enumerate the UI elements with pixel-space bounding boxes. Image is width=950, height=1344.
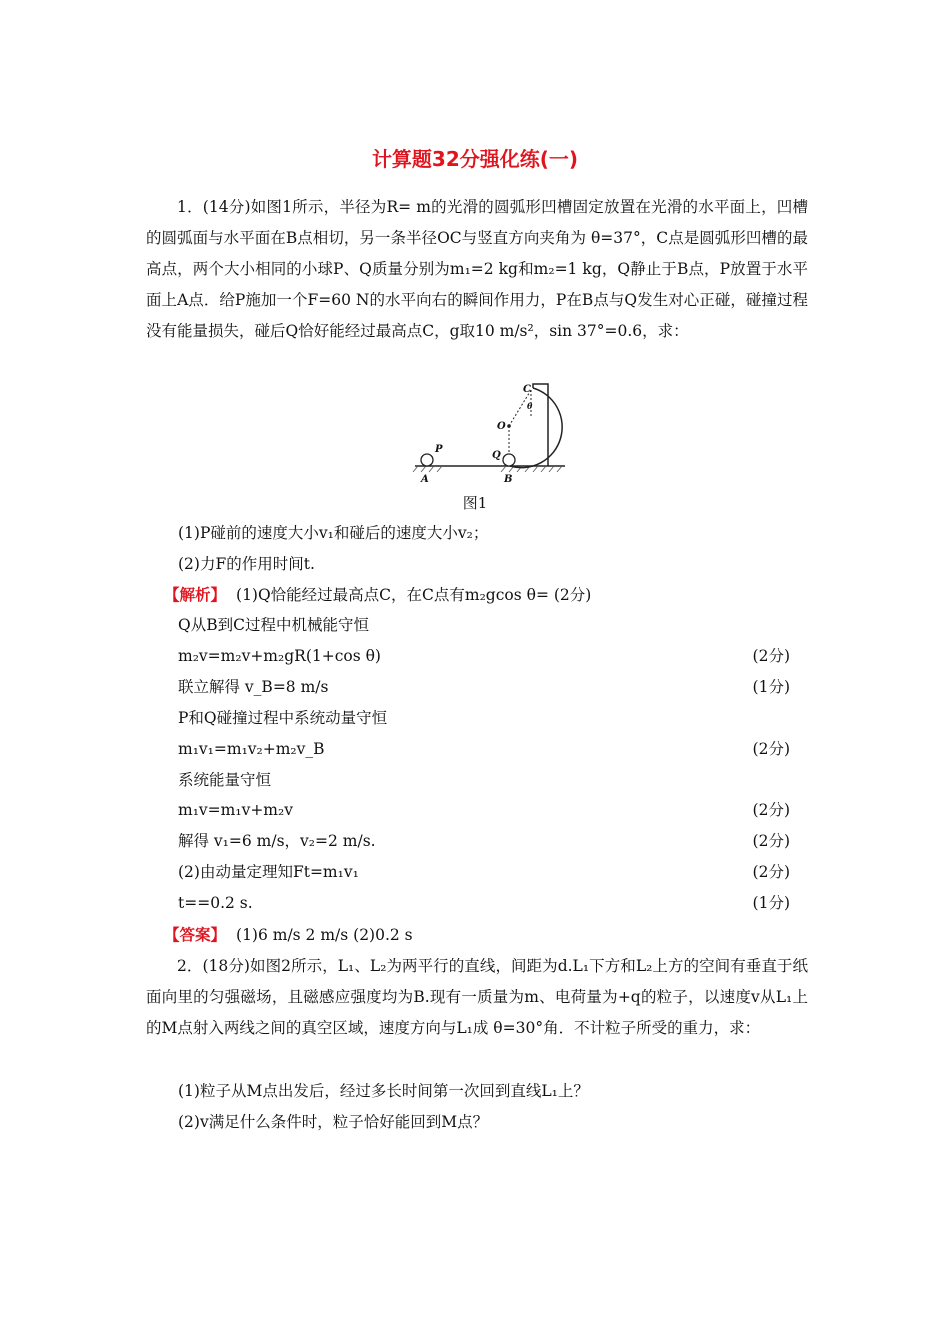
label-c: C — [523, 384, 531, 395]
analysis-line: 系统能量守恒 — [178, 771, 272, 789]
analysis-line: m₂v=m₂v+m₂gR(1+cos θ) (2分) — [178, 647, 790, 665]
figure-1-diagram — [410, 378, 570, 486]
analysis-line: t==0.2 s. (1分) — [178, 894, 790, 912]
question-1-sub-2: (2)力F的作用时间t. — [178, 555, 315, 573]
label-q: Q — [492, 450, 501, 461]
question-2-sub-2: (2)v满足什么条件时，粒子恰好能回到M点？ — [178, 1113, 489, 1131]
question-2-text: 2．(18分)如图2所示，L₁、L₂为两平行的直线，间距为d.L₁下方和L₂上方的空间有垂直于纸面向里的匀强磁场，且磁感应强度均为B.现有一质量为m、电荷量为+q的粒子，以速度v从L₁上的M点射入两线之间的真空区域，速度方向与L₁成 θ=30°角．不计粒子所受的重力，求： — [146, 957, 808, 1037]
label-p: P — [435, 444, 443, 455]
figure-1-caption: 图1 — [462, 494, 488, 512]
answer-tag: 【答案】 — [164, 925, 227, 944]
question-1-sub-1: (1)P碰前的速度大小v₁和碰后的速度大小v₂； — [178, 524, 489, 542]
analysis-line: (2)由动量定理知Ft=m₁v₁ (2分) — [178, 863, 790, 881]
analysis-line: Q从B到C过程中机械能守恒 — [178, 616, 369, 634]
label-b: B — [504, 474, 513, 485]
answer-text: (1)6 m/s 2 m/s (2)0.2 s — [236, 926, 413, 944]
answer-line — [164, 919, 790, 950]
analysis-line: m₁v=m₁v+m₂v (2分) — [178, 801, 790, 819]
analysis-line: P和Q碰撞过程中系统动量守恒 — [178, 709, 388, 727]
analysis-line: m₁v₁=m₁v₂+m₂v_B (2分) — [178, 740, 790, 758]
label-theta: θ — [527, 401, 533, 411]
question-1-text: 1．(14分)如图1所示，半径为R= m的光滑的圆弧形凹槽固定放置在光滑的水平面上，凹槽的圆弧面与水平面在B点相切，另一条半径OC与竖直方向夹角为 θ=37°，C点是圆弧形凹槽的最高点，两个大小相同的小球P、Q质量分别为m₁=2 kg和m₂=1 kg，Q静止于B点，P放置于水平面上A点．给P施加一个F=60 N的水平向右的瞬间作用力，P在B点与Q发生对心正碰，碰撞过程没有能量损失，碰后Q恰好能经过最高点C，g取10 m/s²，sin 37°=0.6，求： — [146, 198, 808, 340]
analysis-line: 解得 v₁=6 m/s，v₂=2 m/s. (2分) — [178, 832, 790, 850]
analysis-tag: 【解析】 — [164, 585, 227, 604]
question-2-sub-1: (1)粒子从M点出发后，经过多长时间第一次回到直线L₁上？ — [178, 1082, 589, 1100]
label-a: A — [421, 474, 429, 485]
analysis-line: 【解析】 (1)Q恰能经过最高点C，在C点有m₂gcos θ= (2分) — [164, 585, 592, 604]
label-o: O — [497, 421, 506, 432]
page-title: 计算题32分强化练(一) — [371, 147, 579, 171]
analysis-line: 联立解得 v_B=8 m/s (1分) — [178, 678, 790, 696]
